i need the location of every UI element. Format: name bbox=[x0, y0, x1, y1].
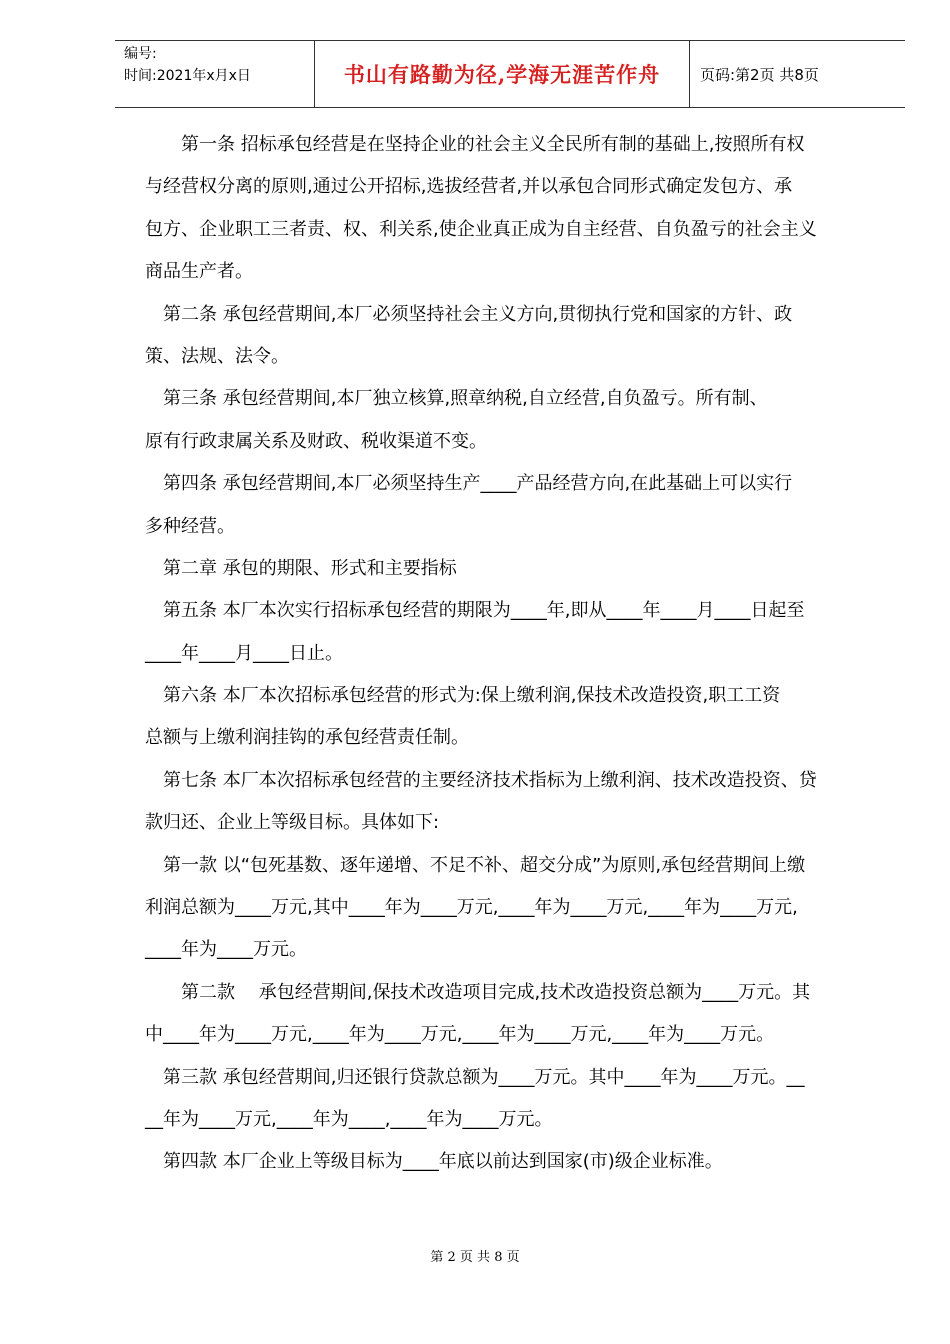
text-line: 第一款 以“包死基数、逐年递增、不足不补、超交分成”为原则,承包经营期间上缴 bbox=[145, 854, 806, 876]
page-footer: 第 2 页 共 8 页 bbox=[430, 1250, 520, 1265]
text-line: 利润总额为____万元,其中____年为____万元,____年为____万元,____年为____万元, bbox=[145, 897, 798, 919]
text-line: 第四条 承包经营期间,本厂必须坚持生产____产品经营方向,在此基础上可以实行 bbox=[145, 473, 793, 495]
text-line: 原有行政隶属关系及财政、税收渠道不变。 bbox=[145, 430, 487, 452]
text-line: 与经营权分离的原则,通过公开招标,选拔经营者,并以承包合同形式确定发包方、承 bbox=[145, 176, 793, 198]
text-line: 款归还、企业上等级目标。具体如下: bbox=[145, 812, 440, 834]
text-line: 第七条 本厂本次招标承包经营的主要经济技术指标为上缴利润、技术改造投资、贷 bbox=[145, 769, 817, 791]
text-line: ____年为____万元。 bbox=[145, 939, 307, 961]
text-line: 第三条 承包经营期间,本厂独立核算,照章纳税,自立经营,自负盈亏。所有制、 bbox=[145, 388, 768, 410]
text-line: 第六条 本厂本次招标承包经营的形式为:保上缴利润,保技术改造投资,职工工资 bbox=[145, 685, 781, 707]
text-line: 第五条 本厂本次实行招标承包经营的期限为____年,即从____年____月____日起至 bbox=[145, 600, 805, 622]
text-line: 策、法规、法令。 bbox=[145, 345, 289, 367]
text-line: ____年____月____日止。 bbox=[145, 642, 343, 664]
text-line: 第一条 招标承包经营是在坚持企业的社会主义全民所有制的基础上,按照所有权 bbox=[145, 134, 805, 155]
text-line: 第四款 本厂企业上等级目标为____年底以前达到国家(市)级企业标准。 bbox=[145, 1151, 723, 1173]
chapter-heading: 第二章 承包的期限、形式和主要指标 bbox=[145, 557, 457, 579]
page-header bbox=[115, 40, 905, 108]
time-label: 时间:2021年x月x日 bbox=[124, 68, 251, 84]
text-line: 总额与上缴利润挂钩的承包经营责任制。 bbox=[145, 727, 469, 749]
text-line: 第二款 承包经营期间,保技术改造项目完成,技术改造投资总额为____万元。其 bbox=[145, 981, 811, 1003]
text-line: 多种经营。 bbox=[145, 515, 235, 537]
header-motto: 书山有路勤为径,学海无涯苦作舟 bbox=[315, 41, 690, 107]
text-line: 第二条 承包经营期间,本厂必须坚持社会主义方向,贯彻执行党和国家的方针、政 bbox=[145, 303, 793, 325]
text-line: __年为____万元,____年为____,____年为____万元。 bbox=[145, 1108, 553, 1130]
document-body bbox=[145, 124, 895, 1184]
header-meta bbox=[115, 41, 315, 107]
text-line: 中____年为____万元,____年为____万元,____年为____万元,____年为____万元。 bbox=[145, 1024, 775, 1046]
text-line: 包方、企业职工三者责、权、利关系,使企业真正成为自主经营、自负盈亏的社会主义 bbox=[145, 218, 817, 240]
text-line: 商品生产者。 bbox=[145, 261, 253, 283]
text-line: 第三款 承包经营期间,归还银行贷款总额为____万元。其中____年为____万元。__ bbox=[145, 1066, 805, 1088]
header-page-label: 页码:第2页 共8页 bbox=[700, 65, 819, 84]
number-label: 编号: bbox=[124, 46, 157, 62]
